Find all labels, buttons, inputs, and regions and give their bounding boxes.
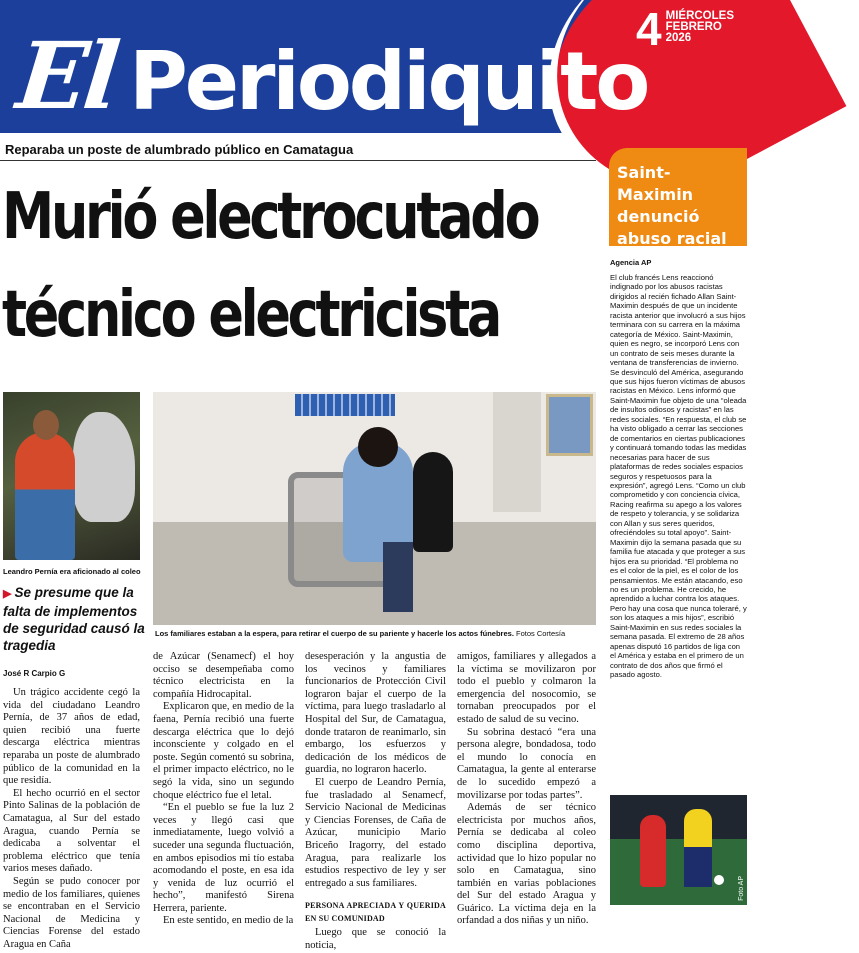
issue-date [636, 3, 734, 55]
sidebar-agency: Agencia AP [610, 258, 652, 267]
photo-girl [413, 452, 453, 552]
man-figure [15, 432, 75, 560]
paragraph: Explicaron que, en medio de la faena, Pernía recibió una fuerte descarga eléctrica que lo dejó inconsciente y colgado en el poste. Según comentó su sobrina, el primer impacto eléctrico, no le segó la vida, sino un segundo choque eléctrico fue el letal. [153, 701, 294, 801]
paragraph: amigos, familiares y allegados a la víctima se movilizaron por todo el pueblo y colmaron la emergencia del nosocomio, se tornaban preocupados por el estado de salud de su vecino. [457, 651, 596, 725]
date-month: FEBRERO [665, 21, 722, 33]
article-column-3 [305, 651, 446, 953]
paragraph: desesperación y la angustia de los vecinos y familiares funcionarios de Protección Civil lograron bajar el cuerpo de la víctima, para luego trasladarlo al Hospital del Sur, de Camatagua, donde trataron de reanimarlo, sin embargo, los esfuerzos y dedicación de los médicos de guardia, no lograron hacerlo. [305, 651, 446, 776]
player-red [640, 815, 666, 887]
logo-el: El [12, 22, 121, 130]
family-photo-caption-text: Los familiares estaban a la espera, para retirar el cuerpo de su pariente y hacerle los actos fúnebres. [155, 629, 514, 638]
family-photo-credit: Fotos Cortesía [516, 629, 566, 638]
logo-name: Periodiquito [129, 35, 648, 128]
triangle-bullet-icon: ▶ [3, 588, 12, 600]
article-headline[interactable] [2, 168, 538, 364]
paragraph: Luego que se conoció la noticia, [305, 927, 446, 952]
victim-photo-caption: Leandro Pernía era aficionado al coleo [3, 567, 141, 576]
paragraph: Un trágico accidente cegó la vida del ciudadano Leandro Pernía, de 37 años de edad, quien recibió una fuerte descarga eléctrica mientras reparaba un poste de alumbrado público de la comunidad en la que residía. [3, 687, 140, 787]
horse-figure [73, 412, 135, 522]
photo-wall-frame [546, 394, 593, 456]
article-kicker: Reparaba un poste de alumbrado público en Camatagua [5, 142, 354, 157]
player-yellow-shorts [684, 847, 712, 887]
paragraph: “En el pueblo se fue la luz 2 veces y llegó casi que inmediatamente, luego volvió a suceder una segunda fluctuación, en ambos episodios mi tío estaba acomodando el poste, en esa ida y venida de luz ocurrió el hecho”, manifestó Sirena Herrera, pariente. [153, 802, 294, 914]
photo-window [295, 394, 395, 416]
paragraph: El cuerpo de Leandro Pernía, fue trasladado al Senamecf, Servicio Nacional de Medicinas y Ciencias Forenses, de Caña de Azúcar, municipio Mario Briceño Iragorry, del estado Aragua, para realizarle los estudios respectivo de ley y ser entregado a sus familiares. [305, 776, 446, 889]
paragraph: En este sentido, en medio de la [163, 915, 294, 927]
paragraph: El hecho ocurrió en el sector Pinto Salinas de la población de Camatagua, al Sur del estado Aragua, cuando Pernía se dedicaba a solventar el problema eléctrico que tenía varios meses dañado. [3, 787, 140, 875]
paragraph: Además de ser técnico electricista por muchos años, Pernía se dedicaba al coleo como disciplina deportiva, actividad que lo hizo popular no solo en Camatagua, sino también en varias poblaciones del Sur del estado Aragua y Guárico. La víctima deja en la orfandad a dos niñas y un niño. [457, 802, 596, 927]
soccer-photo[interactable] [610, 795, 747, 905]
soccer-photo-credit: Foto AP [738, 876, 745, 901]
article-column-2 [153, 651, 294, 928]
kicker-divider [0, 160, 596, 161]
soccer-ball-icon [714, 875, 724, 885]
article-column-1 [3, 687, 140, 951]
date-weekday: MIÉRCOLES [665, 10, 734, 22]
date-year: 2026 [665, 32, 692, 44]
pull-quote-text: Se presume que la falta de implementos de seguridad causó la tragedia [3, 585, 145, 653]
section-subhead: PERSONA APRECIADA Y QUERIDA EN SU COMUNIDAD [305, 901, 446, 923]
victim-photo[interactable] [3, 392, 140, 560]
article-column-4 [457, 651, 596, 928]
headline-line-1: Murió electrocutado [2, 180, 538, 254]
date-day: 4 [636, 3, 662, 55]
pull-quote [3, 584, 148, 654]
masthead [0, 0, 750, 133]
article-byline: José R Carpio G [3, 669, 66, 678]
sidebar-headline[interactable]: Saint-Maximin denunció abuso racial [609, 148, 747, 246]
man-head [33, 410, 59, 440]
paragraph: Según se pudo conocer por medio de los familiares, quienes se encontraban en el Servicio Nacional de Medicina y Ciencias Forense del estado Aragua en Caña [3, 875, 140, 950]
photo-woman-legs [383, 542, 413, 612]
photo-woman-hair [358, 427, 398, 467]
family-photo-caption [155, 629, 565, 638]
headline-line-2: técnico electricista [2, 278, 500, 352]
date-text [666, 8, 734, 44]
family-waiting-photo[interactable] [153, 392, 596, 625]
paragraph: de Azúcar (Senamecf) el hoy occiso se desempeñaba como técnico electricista en la compañía Hidrocapital. [153, 651, 294, 700]
newspaper-logo[interactable] [12, 2, 648, 130]
paragraph: Su sobrina destacó “era una persona alegre, bondadosa, todo el mundo lo conocía en Camatagua, la gente al enterarse de lo sucedido empezó a movilizarse por todas partes”. [457, 726, 596, 801]
sidebar-body: El club francés Lens reaccionó indignado por los abusos racistas dirigidos al recién fichado Allan Saint-Maximin después de que un incidente racista anterior que involucró a sus hijos terminara con su carrera en la máxima categoría de México. Saint-Maximin, quien es negro, se incorporó Lens con un contrato de seis meses durante la ventana de transferencias de invierno. Se desvinculó del América, asegurando que sus hijos fueron víctimas de abusos racistas en México. Lens informó que Saint-Maximin fue objeto de una “oleada de insultos odiosos y racistas” en las redes sociales. “En respuesta, el club se ha visto obligado a cerrar las secciones de comentarios en ciertas publicaciones y continuará tomando todas las medidas necesarias para hacer de sus plataformas de redes sociales espacios seguros y respetuosos para la expresión”, agregó Lens. “Como un club comprometido y con conciencia cívica, Racing reafirma su apego a los valores de respeto y tolerancia, y se solidariza con Allan y sus seres queridos, ofreciéndoles su total apoyo”. Saint-Maximin dijo la semana pasada que su familia fue atacada y que proteger a sus hijos era su prioridad. “El problema no es el color de la piel, es el color de los pensamientos. Me están atacando, eso no es un problema. He crecido, he aprendido a luchar contra los ataques. Pero hay una cosa que nunca toleraré, y son los ataques a mis hijos”, escribió Saint-Maximin en sus redes sociales la semana pasada. El extremo de 28 años apenas disputó 16 partidos de liga con el América y estaba en el primero de un contrato de dos años que firmó el pasado agosto. [610, 273, 747, 680]
photo-door [493, 392, 541, 512]
